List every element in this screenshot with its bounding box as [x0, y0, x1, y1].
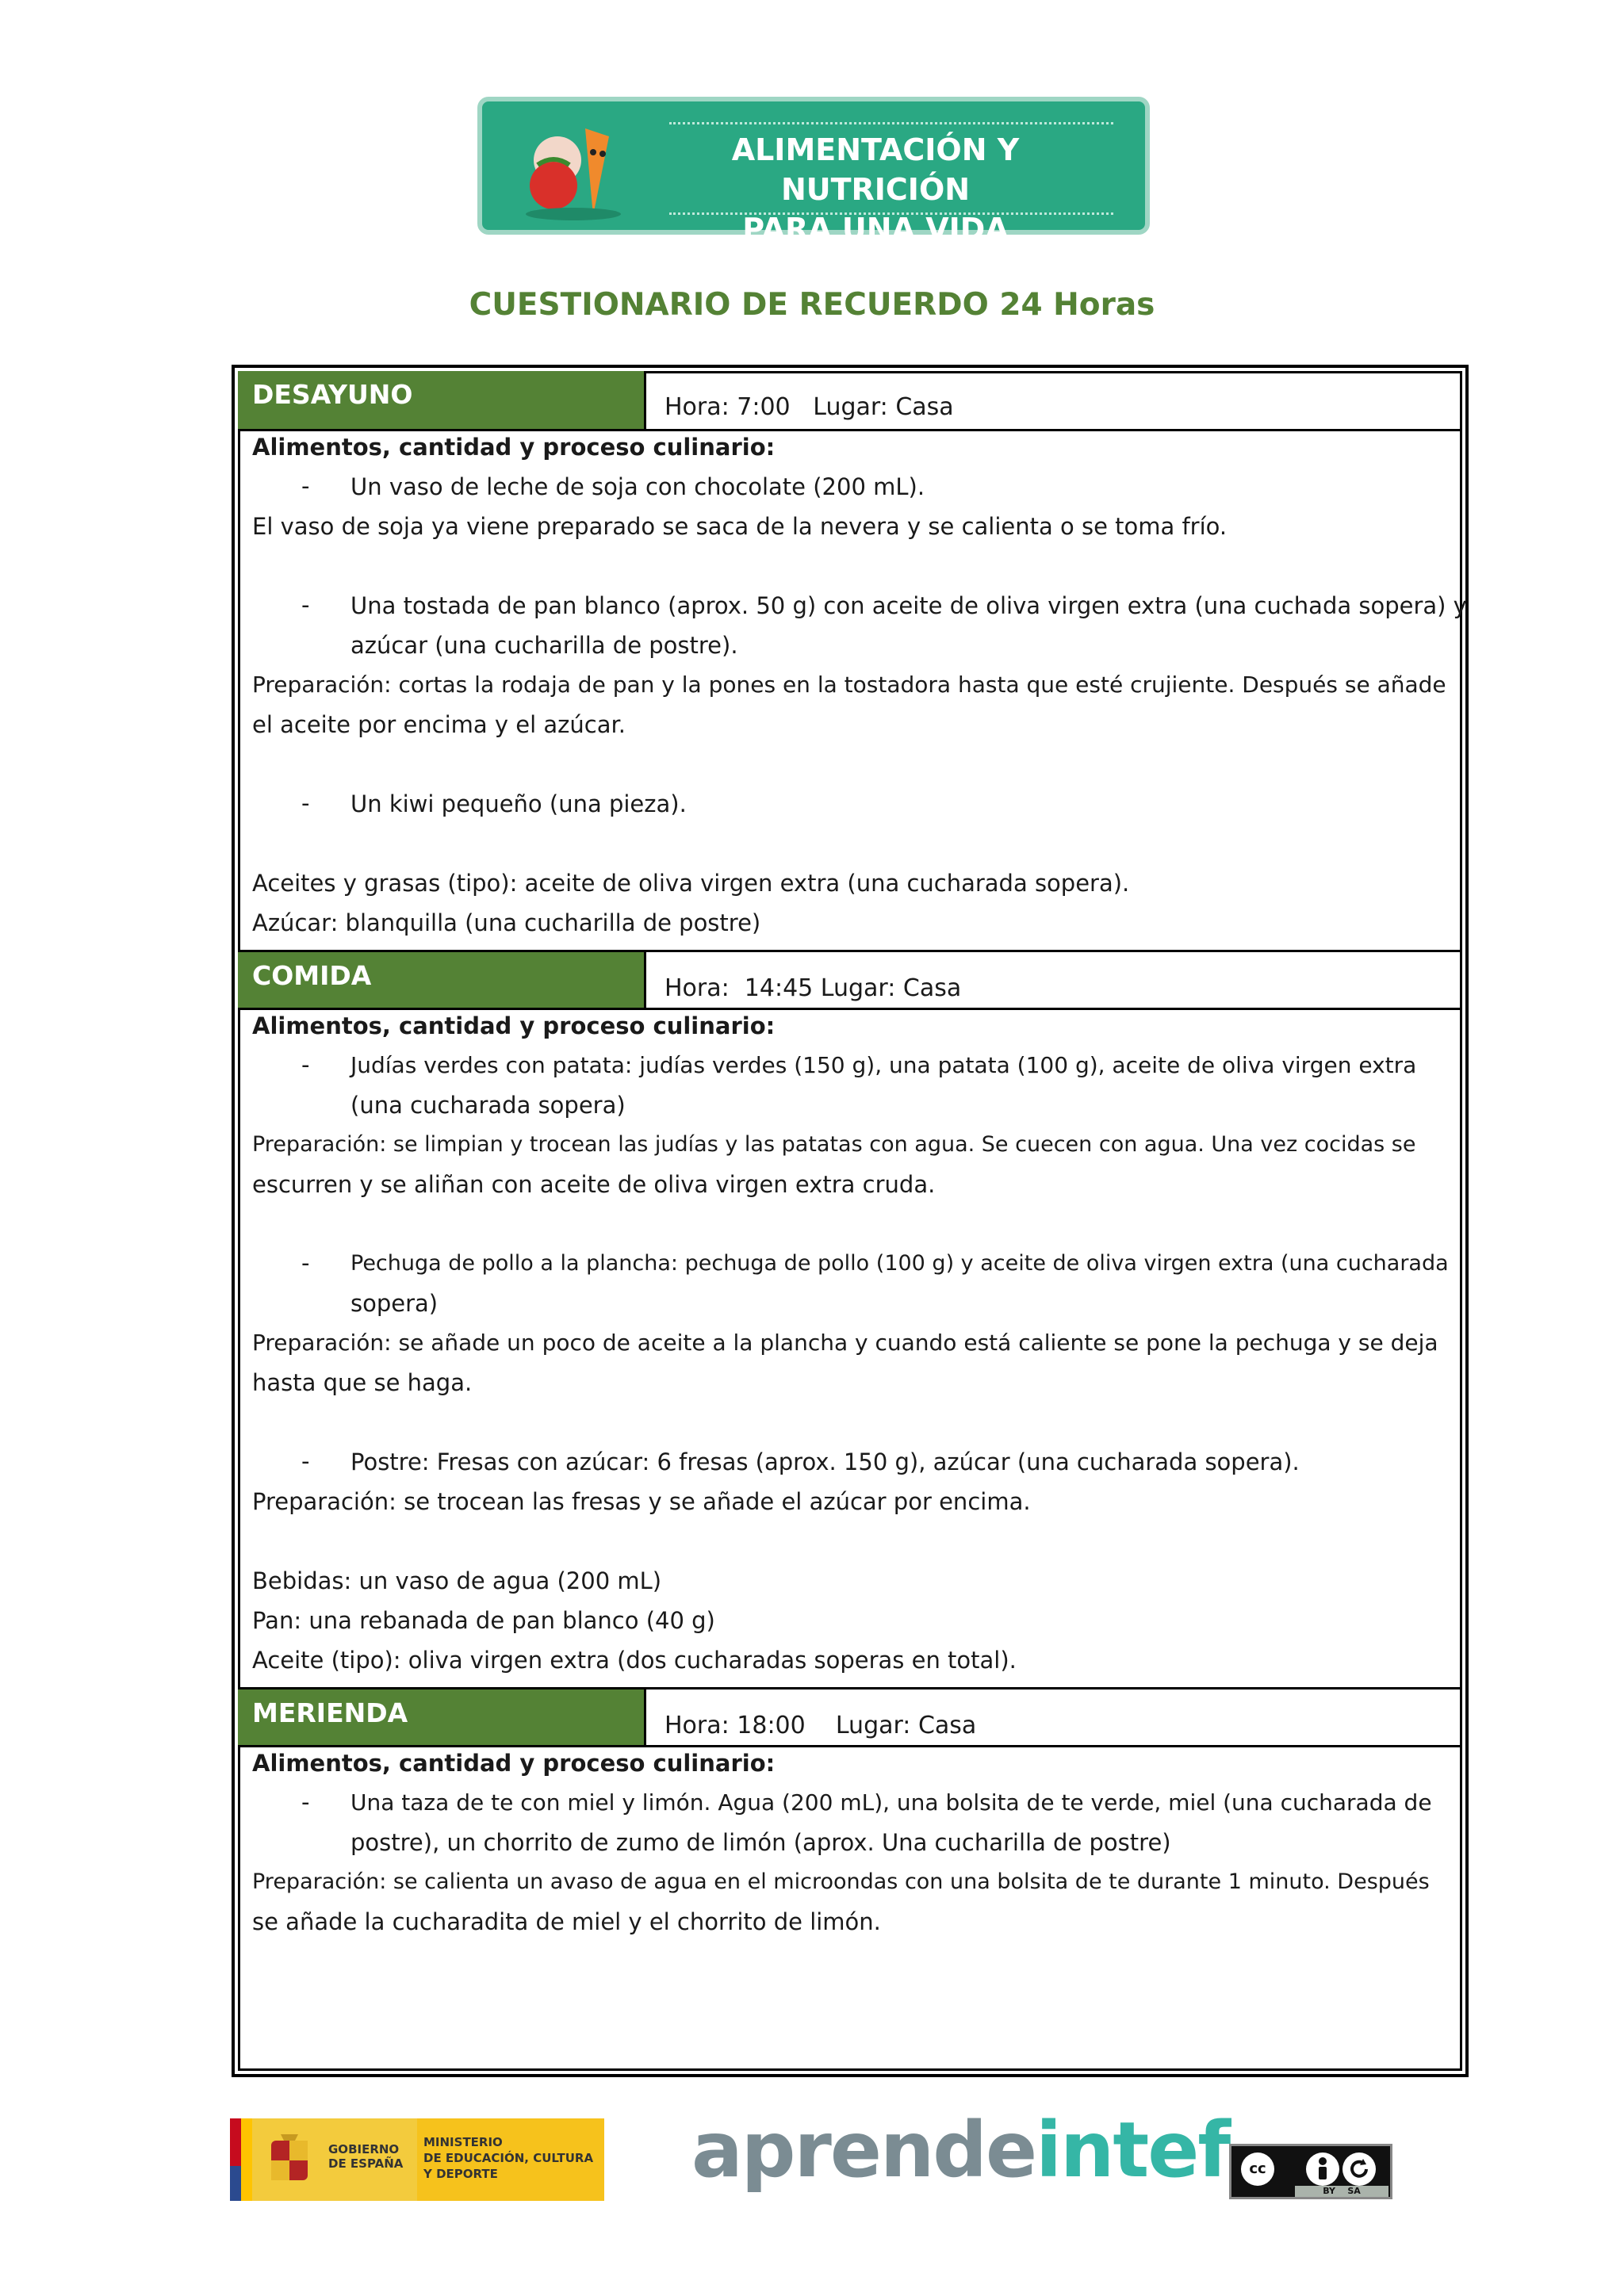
cc-icon: cc [1241, 2152, 1274, 2186]
comida-label: COMIDA [238, 952, 646, 1008]
desayuno-section-header: Alimentos, cantidad y proceso culinario: [252, 434, 776, 461]
by-label: BY [1323, 2186, 1335, 2196]
banner-title [669, 130, 1082, 289]
gov-text [328, 2142, 403, 2171]
list-item-continuation: (una cucharada sopera) [350, 1092, 626, 1119]
bullet-dash: - [301, 790, 310, 817]
merienda-time: Hora: 18:00 Lugar: Casa [665, 1712, 977, 1739]
paragraph-line: Preparación: se limpian y trocean las judías y las patatas con agua. Se cuecen con agua. Una vez cocidas se [252, 1132, 1416, 1157]
list-item: Postre: Fresas con azúcar: 6 fresas (aprox. 150 g), azúcar (una cucharada sopera). [350, 1448, 1300, 1475]
list-item: Una tostada de pan blanco (aprox. 50 g) con aceite de oliva virgen extra (una cuchada sopera) y [350, 592, 1467, 619]
banner-dotted-rule-bottom [669, 212, 1113, 215]
intef-word: intef [1036, 2106, 1230, 2195]
paragraph-line: escurren y se aliñan con aceite de oliva virgen extra cruda. [252, 1171, 936, 1198]
coat-of-arms-icon [266, 2133, 312, 2188]
list-item: Judías verdes con patata: judías verdes (150 g), una patata (100 g), aceite de oliva virgen extra [350, 1052, 1417, 1078]
header-banner [477, 97, 1150, 286]
list-item-continuation: postre), un chorrito de zumo de limón (aprox. Una cucharilla de postre) [350, 1829, 1171, 1856]
gov-text-line: DE ESPAÑA [328, 2156, 404, 2171]
ministry-text-line: DE EDUCACIÓN, CULTURA [423, 2151, 594, 2165]
paragraph-line: Aceite (tipo): oliva virgen extra (dos cucharadas soperas en total). [252, 1647, 1017, 1674]
banner-dotted-rule-top [669, 122, 1113, 124]
page-title: CUESTIONARIO DE RECUERDO 24 Horas [469, 287, 1155, 323]
flag-stripe-blue [230, 2166, 241, 2201]
banner-line-2: PARA UNA VIDA SALUDABLE [742, 212, 1009, 286]
sa-label: SA [1347, 2186, 1361, 2196]
desayuno-label: DESAYUNO [238, 371, 646, 429]
paragraph-line: Aceites y grasas (tipo): aceite de oliva virgen extra (una cucharada sopera). [252, 870, 1130, 897]
bullet-dash: - [301, 473, 310, 499]
paragraph-line: Preparación: se añade un poco de aceite a la plancha y cuando está caliente se pone la pechuga y se deja [252, 1330, 1438, 1356]
paragraph-line: Pan: una rebanada de pan blanco (40 g) [252, 1607, 715, 1634]
flag-stripe-yellow [241, 2118, 252, 2201]
paragraph-line: Preparación: se trocean las fresas y se añade el azúcar por encima. [252, 1488, 1031, 1515]
merienda-section-header: Alimentos, cantidad y proceso culinario: [252, 1750, 776, 1777]
government-logo [230, 2118, 604, 2201]
list-item: Un kiwi pequeño (una pieza). [350, 790, 687, 817]
ministry-text-line: MINISTERIO [423, 2135, 503, 2149]
aprende-word: aprende [691, 2106, 1036, 2195]
paragraph-line: Bebidas: un vaso de agua (200 mL) [252, 1567, 662, 1594]
bullet-dash: - [301, 1051, 310, 1078]
paragraph-line: Preparación: cortas la rodaja de pan y la pones en la tostadora hasta que esté crujiente. Después se añade [252, 672, 1446, 698]
comida-time: Hora: 14:45 Lugar: Casa [665, 974, 962, 1002]
ministry-text-line: Y DEPORTE [423, 2167, 498, 2181]
desayuno-header-row [238, 371, 1462, 431]
by-person-icon [1306, 2152, 1339, 2186]
merienda-label: MERIENDA [238, 1689, 646, 1745]
paragraph-line: el aceite por encima y el azúcar. [252, 711, 626, 738]
aprende-intef-logo [691, 2106, 1229, 2195]
share-alike-icon [1342, 2152, 1376, 2186]
paragraph-line: El vaso de soja ya viene preparado se saca de la nevera y se calienta o se toma frío. [252, 513, 1228, 540]
list-item: Una taza de te con miel y limón. Agua (200 mL), una bolsita de te verde, miel (una cucharada de [350, 1789, 1432, 1816]
cc-license-labels [1295, 2186, 1388, 2197]
comida-header-row [238, 950, 1462, 1010]
bullet-dash: - [301, 1789, 310, 1816]
list-item-continuation: sopera) [350, 1290, 439, 1317]
bullet-dash: - [301, 591, 310, 618]
list-item: Pechuga de pollo a la plancha: pechuga de pollo (100 g) y aceite de oliva virgen extra (una cucharada [350, 1251, 1449, 1276]
tomato-carrot-logo-icon [514, 113, 633, 224]
comida-section-header: Alimentos, cantidad y proceso culinario: [252, 1012, 776, 1039]
gov-text-line: GOBIERNO [328, 2142, 400, 2156]
merienda-header-row [238, 1687, 1462, 1747]
paragraph-line: hasta que se haga. [252, 1369, 473, 1396]
cc-license-badge [1229, 2144, 1392, 2199]
bullet-dash: - [301, 1448, 310, 1475]
banner-line-1: ALIMENTACIÓN Y NUTRICIÓN [731, 132, 1020, 207]
list-item: Un vaso de leche de soja con chocolate (200 mL). [350, 473, 925, 500]
paragraph-line: Azúcar: blanquilla (una cucharilla de postre) [252, 909, 761, 936]
ministry-text [423, 2134, 593, 2182]
bullet-dash: - [301, 1249, 310, 1276]
list-item-continuation: azúcar (una cucharilla de postre). [350, 632, 738, 659]
paragraph-line: Preparación: se calienta un avaso de agua en el microondas con una bolsita de te durante 1 minuto. Después [252, 1869, 1430, 1894]
desayuno-time: Hora: 7:00 Lugar: Casa [665, 393, 954, 421]
paragraph-line: se añade la cucharadita de miel y el chorrito de limón. [252, 1908, 881, 1935]
